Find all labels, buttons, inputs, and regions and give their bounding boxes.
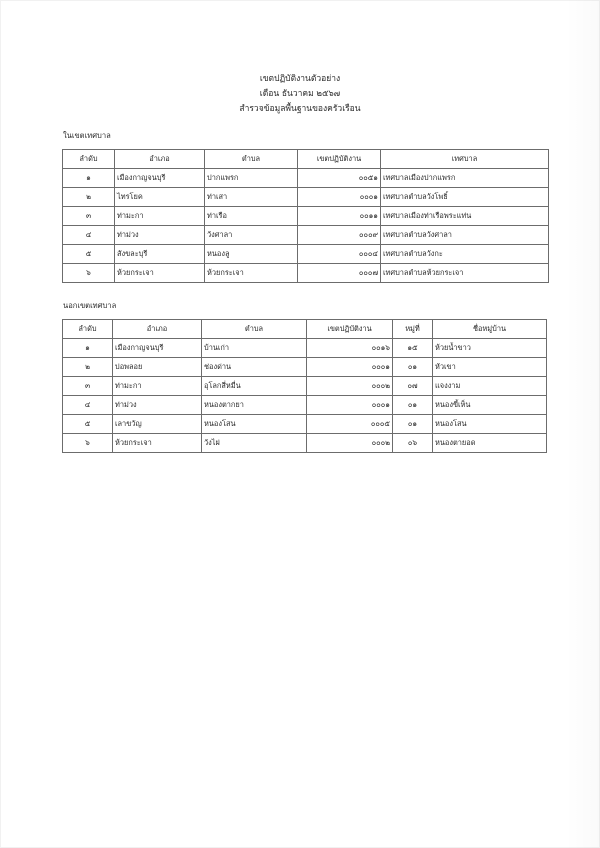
cell-district: ท่ามะกา — [115, 207, 205, 226]
non-municipal-area-table — [62, 319, 547, 453]
col-header-order: ลำดับ — [63, 150, 115, 169]
cell-municipality: เทศบาลเมืองท่าเรือพระแท่น — [381, 207, 549, 226]
header-month: เดือน ธันวาคม ๒๕๖๗ — [259, 89, 341, 99]
section1-label: ในเขตเทศบาล — [63, 131, 111, 140]
cell-ea: ๐๐๐๕ — [307, 415, 393, 434]
table-row — [63, 188, 549, 207]
cell-district: ท่าม่วง — [113, 396, 202, 415]
table-header-row — [63, 150, 549, 169]
cell-village-name: หนองตายอด — [433, 434, 547, 453]
col-header-district: อำเภอ — [115, 150, 205, 169]
table-row — [63, 396, 547, 415]
cell-order: ๑ — [63, 169, 115, 188]
table-row — [63, 377, 547, 396]
cell-village-no: ๐๑ — [393, 396, 433, 415]
cell-village-no: ๐๑ — [393, 358, 433, 377]
cell-subdistrict: หนองลู — [205, 245, 298, 264]
cell-district: เลาขวัญ — [113, 415, 202, 434]
table-row — [63, 434, 547, 453]
cell-subdistrict: ห้วยกระเจา — [205, 264, 298, 283]
table-row — [63, 415, 547, 434]
cell-order: ๕ — [63, 245, 115, 264]
cell-village-name: หนองโสน — [433, 415, 547, 434]
cell-ea: ๐๐๑๑ — [298, 207, 381, 226]
cell-subdistrict: ปากแพรก — [205, 169, 298, 188]
scan-shadow — [565, 0, 600, 848]
table-row — [63, 169, 549, 188]
cell-ea: ๐๐๑๖ — [307, 339, 393, 358]
cell-subdistrict: ช่องด่าน — [202, 358, 307, 377]
cell-municipality: เทศบาลตำบลวังศาลา — [381, 226, 549, 245]
cell-district: บ่อพลอย — [113, 358, 202, 377]
cell-district: ไทรโยค — [115, 188, 205, 207]
cell-village-no: ๐๗ — [393, 377, 433, 396]
cell-subdistrict: หนองโสน — [202, 415, 307, 434]
cell-municipality: เทศบาลตำบลห้วยกระเจา — [381, 264, 549, 283]
col-header-ea: เขตปฏิบัติงาน — [298, 150, 381, 169]
cell-order: ๓ — [63, 207, 115, 226]
table-row — [63, 207, 549, 226]
cell-district: เมืองกาญจนบุรี — [113, 339, 202, 358]
section2-label: นอกเขตเทศบาล — [63, 301, 117, 310]
cell-district: ห้วยกระเจา — [115, 264, 205, 283]
cell-district: เมืองกาญจนบุรี — [115, 169, 205, 188]
col-header-district: อำเภอ — [113, 320, 202, 339]
cell-ea: ๐๐๐๒ — [307, 377, 393, 396]
header-subject: สำรวจข้อมูลพื้นฐานของครัวเรือน — [239, 104, 361, 114]
cell-ea: ๐๐๐๑ — [307, 358, 393, 377]
cell-village-name: หัวเขา — [433, 358, 547, 377]
cell-order: ๔ — [63, 396, 113, 415]
col-header-subdistrict: ตำบล — [202, 320, 307, 339]
table-row — [63, 245, 549, 264]
col-header-ea: เขตปฏิบัติงาน — [307, 320, 393, 339]
cell-order: ๑ — [63, 339, 113, 358]
cell-village-no: ๐๖ — [393, 434, 433, 453]
cell-order: ๓ — [63, 377, 113, 396]
cell-ea: ๐๐๐๗ — [298, 264, 381, 283]
cell-ea: ๐๐๐๑ — [298, 188, 381, 207]
table-row — [63, 264, 549, 283]
cell-subdistrict: ท่าเสา — [205, 188, 298, 207]
cell-order: ๖ — [63, 434, 113, 453]
col-header-village-name: ชื่อหมู่บ้าน — [433, 320, 547, 339]
col-header-municipality: เทศบาล — [381, 150, 549, 169]
municipal-area-table — [62, 149, 549, 283]
cell-village-no: ๑๕ — [393, 339, 433, 358]
col-header-village-no: หมู่ที่ — [393, 320, 433, 339]
table-row — [63, 358, 547, 377]
table-header-row — [63, 320, 547, 339]
cell-ea: ๐๐๐๔ — [298, 245, 381, 264]
cell-ea: ๐๐๐๑ — [307, 396, 393, 415]
cell-subdistrict: อุโลกสี่หมื่น — [202, 377, 307, 396]
cell-village-no: ๐๑ — [393, 415, 433, 434]
cell-district: ท่าม่วง — [115, 226, 205, 245]
cell-ea: ๐๐๕๑ — [298, 169, 381, 188]
cell-district: ท่ามะกา — [113, 377, 202, 396]
cell-municipality: เทศบาลตำบลวังกะ — [381, 245, 549, 264]
cell-district: สังขละบุรี — [115, 245, 205, 264]
cell-subdistrict: บ้านเก่า — [202, 339, 307, 358]
cell-village-name: หนองขี้เห็น — [433, 396, 547, 415]
header-title: เขตปฏิบัติงานตัวอย่าง — [259, 74, 341, 84]
cell-village-name: ห้วยน้ำขาว — [433, 339, 547, 358]
document-header — [0, 72, 600, 117]
cell-ea: ๐๐๐๒ — [307, 434, 393, 453]
cell-municipality: เทศบาลตำบลวังโพธิ์ — [381, 188, 549, 207]
cell-district: ห้วยกระเจา — [113, 434, 202, 453]
cell-order: ๔ — [63, 226, 115, 245]
cell-order: ๒ — [63, 188, 115, 207]
cell-subdistrict: วังศาลา — [205, 226, 298, 245]
cell-subdistrict: ท่าเรือ — [205, 207, 298, 226]
cell-municipality: เทศบาลเมืองปากแพรก — [381, 169, 549, 188]
cell-subdistrict: วังไผ่ — [202, 434, 307, 453]
col-header-order: ลำดับ — [63, 320, 113, 339]
cell-order: ๒ — [63, 358, 113, 377]
cell-ea: ๐๐๐๙ — [298, 226, 381, 245]
col-header-subdistrict: ตำบล — [205, 150, 298, 169]
cell-order: ๖ — [63, 264, 115, 283]
cell-order: ๕ — [63, 415, 113, 434]
table-row — [63, 226, 549, 245]
cell-village-name: แจงงาม — [433, 377, 547, 396]
table-row — [63, 339, 547, 358]
cell-subdistrict: หนองตากยา — [202, 396, 307, 415]
